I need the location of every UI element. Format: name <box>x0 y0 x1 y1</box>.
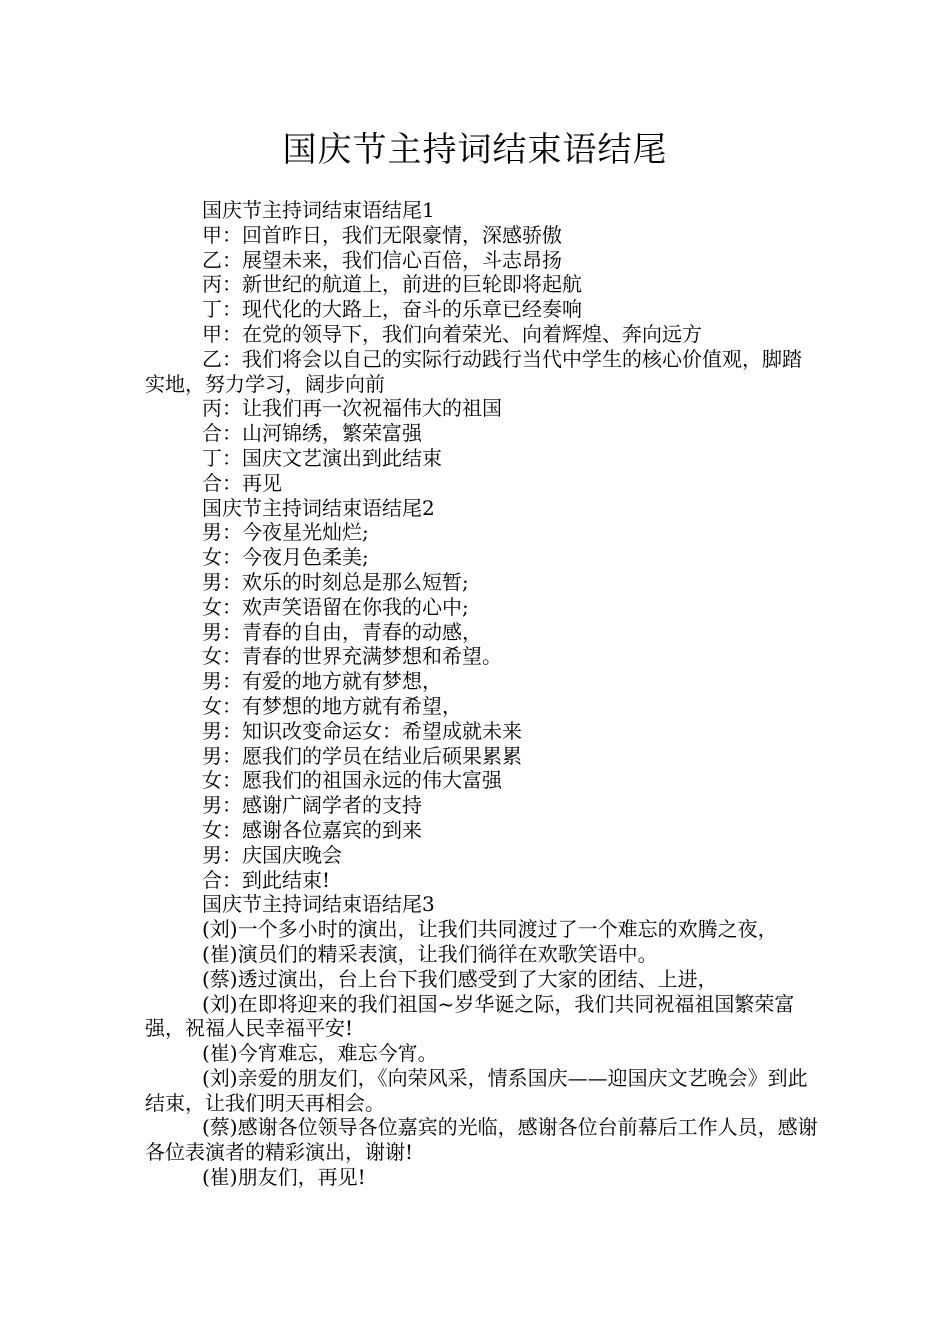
paragraph: 男：有爱的地方就有梦想， <box>202 669 442 694</box>
paragraph: 国庆节主持词结束语结尾3 <box>202 892 435 917</box>
paragraph: (刘)一个多小时的演出，让我们共同渡过了一个难忘的欢腾之夜， <box>202 917 778 942</box>
paragraph: 男：青春的自由，青春的动感， <box>202 619 482 644</box>
paragraph: 甲：回首昨日，我们无限豪情，深感骄傲 <box>202 222 562 247</box>
paragraph: (蔡)透过演出，台上台下我们感受到了大家的团结、上进， <box>202 966 718 991</box>
paragraph: 女：愿我们的祖国永远的伟大富强 <box>202 768 502 793</box>
paragraph: 合：到此结束! <box>202 867 331 892</box>
paragraph: 女：感谢各位嘉宾的到来 <box>202 817 422 842</box>
paragraph: (崔)演员们的精采表演，让我们徜徉在欢歌笑语中。 <box>202 941 658 966</box>
paragraph: 丙：让我们再一次祝福伟大的祖国 <box>202 396 502 421</box>
document-body <box>145 198 820 1190</box>
paragraph: 丙：新世纪的航道上，前进的巨轮即将起航 <box>202 272 582 297</box>
paragraph: 男：知识改变命运女：希望成就未来 <box>202 718 522 743</box>
paragraph: 乙：我们将会以自己的实际行动践行当代中学生的核心价值观，脚踏实地，努力学习，阔步向前 <box>145 346 802 396</box>
paragraph: (崔)朋友们，再见! <box>202 1165 366 1190</box>
paragraph: (刘)在即将迎来的我们祖国~岁华诞之际，我们共同祝福祖国繁荣富强，祝福人民幸福平安! <box>145 991 795 1041</box>
paragraph: 男：感谢广阔学者的支持 <box>202 793 422 818</box>
paragraph: 国庆节主持词结束语结尾1 <box>202 198 435 222</box>
paragraph: 女：欢声笑语留在你我的心中; <box>202 594 469 619</box>
paragraph: 国庆节主持词结束语结尾2 <box>202 495 435 520</box>
paragraph: (崔)今宵难忘，难忘今宵。 <box>202 1041 438 1066</box>
page-title: 国庆节主持词结束语结尾 <box>282 130 668 170</box>
paragraph: 男：欢乐的时刻总是那么短暂; <box>202 569 469 594</box>
paragraph: 男：庆国庆晚会 <box>202 842 342 867</box>
paragraph: 甲：在党的领导下，我们向着荣光、向着辉煌、奔向远方 <box>202 321 702 346</box>
paragraph: (蔡)感谢各位领导各位嘉宾的光临，感谢各位台前幕后工作人员，感谢各位表演者的精彩演出，谢谢! <box>145 1115 818 1165</box>
paragraph: 女：有梦想的地方就有希望， <box>202 693 462 718</box>
paragraph: 合：山河锦绣，繁荣富强 <box>202 421 422 446</box>
paragraph: 丁：现代化的大路上，奋斗的乐章已经奏响 <box>202 297 582 322</box>
paragraph: 男：愿我们的学员在结业后硕果累累 <box>202 743 522 768</box>
paragraph: 女：今夜月色柔美; <box>202 545 369 570</box>
paragraph: 丁：国庆文艺演出到此结束 <box>202 445 442 470</box>
paragraph: 女：青春的世界充满梦想和希望。 <box>202 644 502 669</box>
paragraph: 乙：展望未来，我们信心百倍，斗志昂扬 <box>202 247 562 272</box>
paragraph: 男：今夜星光灿烂; <box>202 520 369 545</box>
paragraph: (刘)亲爱的朋友们，《向荣风采，情系国庆——迎国庆文艺晚会》到此结束，让我们明天再相会。 <box>145 1065 808 1115</box>
paragraph: 合：再见 <box>202 470 282 495</box>
